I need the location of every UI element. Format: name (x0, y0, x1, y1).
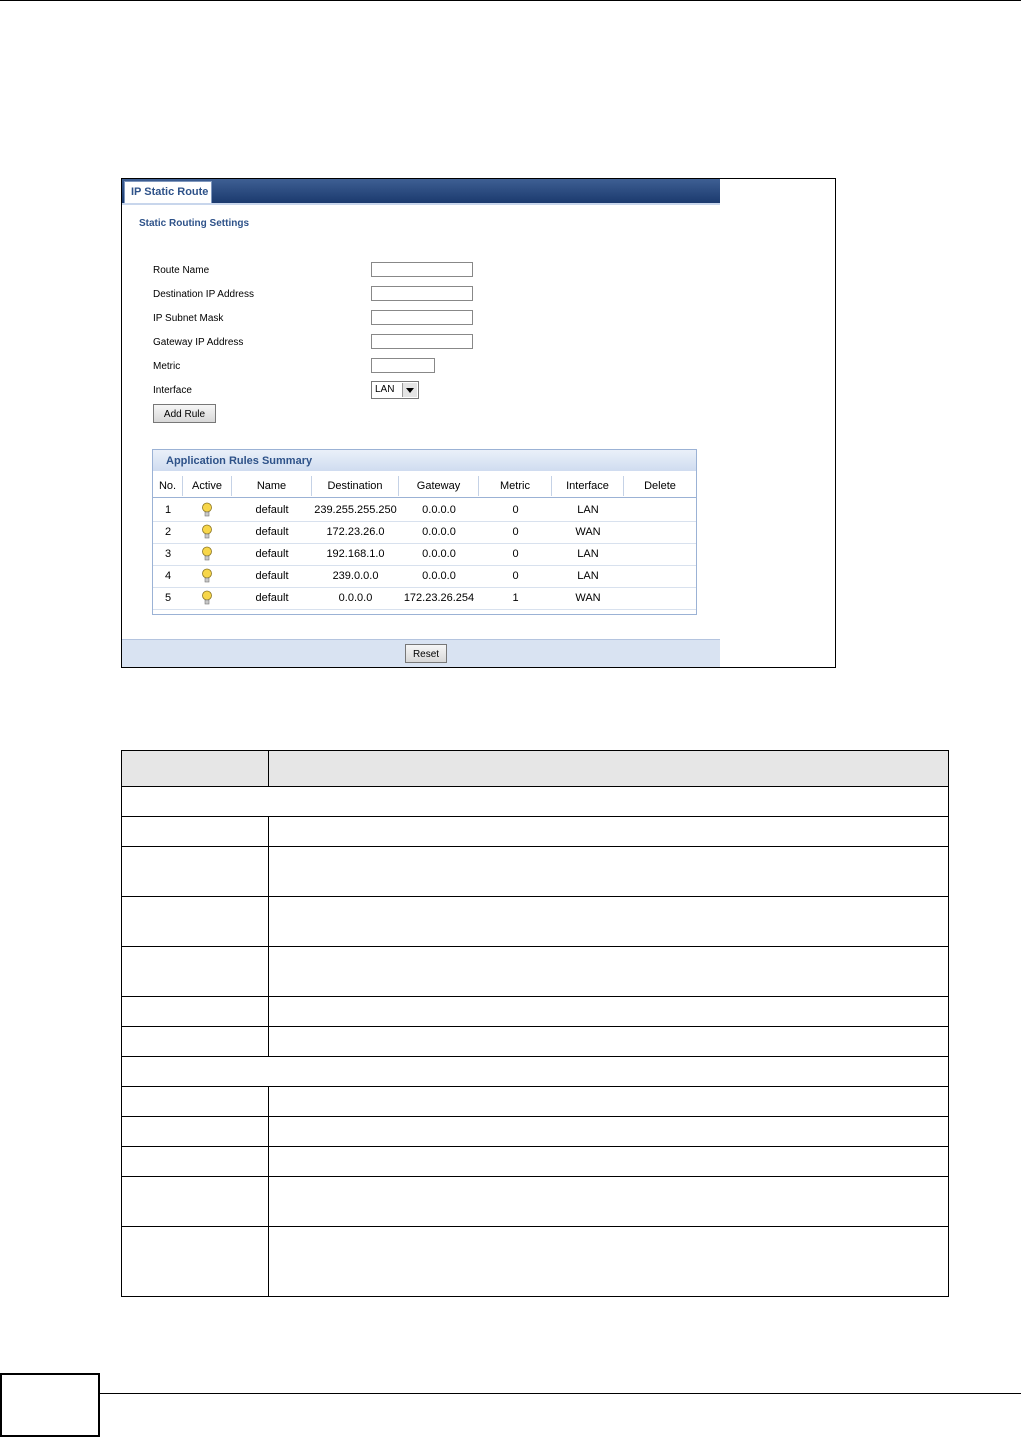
desc-row (122, 897, 948, 947)
row-number: 2 (164, 526, 172, 538)
rules-summary-table (152, 449, 697, 615)
rule-metric: 1 (512, 592, 519, 604)
rule-gateway: 0.0.0.0 (422, 570, 456, 582)
panel-footer-bar (122, 639, 720, 667)
col-header-destination: Destination (312, 476, 399, 496)
desc-row (122, 1087, 948, 1117)
rule-metric: 0 (512, 504, 519, 516)
rule-metric: 0 (512, 570, 519, 582)
rule-destination: 172.23.26.0 (326, 526, 385, 538)
rule-metric: 0 (512, 526, 519, 538)
reset-button[interactable]: Reset (405, 644, 447, 663)
route-name-label: Route Name (153, 265, 210, 276)
rule-destination: 0.0.0.0 (338, 592, 373, 604)
interface-select[interactable] (371, 381, 419, 399)
rule-gateway: 172.23.26.254 (403, 592, 475, 604)
rule-interface: WAN (575, 592, 601, 604)
destination-ip-input[interactable] (371, 286, 473, 301)
desc-section-row (122, 787, 948, 817)
chevron-down-icon[interactable] (402, 383, 417, 397)
metric-label: Metric (153, 361, 181, 372)
interface-label: Interface (153, 385, 192, 396)
description-table (121, 750, 949, 1297)
destination-ip-label: Destination IP Address (153, 289, 254, 300)
desc-header-row (122, 751, 948, 787)
metric-input[interactable] (371, 358, 435, 373)
tab-underline (122, 203, 720, 205)
rule-name: default (255, 592, 289, 604)
static-route-panel (122, 179, 720, 667)
section-title: Static Routing Settings (139, 218, 249, 229)
page-number-box (0, 1373, 100, 1437)
rule-name: default (255, 526, 289, 538)
desc-row (122, 847, 948, 897)
desc-row (122, 997, 948, 1027)
lightbulb-icon (201, 546, 213, 562)
col-header-no: No. (153, 476, 183, 496)
rule-gateway: 0.0.0.0 (422, 548, 456, 560)
rule-gateway: 0.0.0.0 (422, 504, 456, 516)
rule-name: default (255, 504, 289, 516)
rule-metric: 0 (512, 548, 519, 560)
subnet-mask-input[interactable] (371, 310, 473, 325)
rule-gateway: 0.0.0.0 (422, 526, 456, 538)
col-header-delete: Delete (644, 480, 676, 492)
lightbulb-icon (201, 590, 213, 606)
page-top-rule (0, 0, 1021, 1)
desc-row (122, 817, 948, 847)
row-number: 3 (164, 548, 172, 560)
rule-interface: LAN (577, 548, 599, 560)
rule-interface: LAN (577, 570, 599, 582)
row-number: 5 (164, 592, 172, 604)
row-number: 1 (164, 504, 172, 516)
table-row (153, 566, 696, 588)
table-row (153, 500, 696, 522)
desc-row (122, 1117, 948, 1147)
table-row (153, 588, 696, 610)
subnet-mask-label: IP Subnet Mask (153, 313, 224, 324)
desc-row (122, 1177, 948, 1227)
route-name-input[interactable] (371, 262, 473, 277)
rule-destination: 239.255.255.250 (314, 504, 397, 516)
summary-header (153, 450, 696, 471)
page-footer-rule (100, 1393, 1021, 1394)
lightbulb-icon (201, 568, 213, 584)
desc-row (122, 1227, 948, 1296)
gateway-ip-label: Gateway IP Address (153, 337, 244, 348)
col-header-interface: Interface (552, 476, 624, 496)
rule-name: default (255, 570, 289, 582)
tab-bar (122, 179, 720, 203)
rule-interface: LAN (577, 504, 599, 516)
col-header-metric: Metric (479, 476, 552, 496)
add-rule-button[interactable]: Add Rule (153, 404, 216, 423)
desc-section-row (122, 1057, 948, 1087)
lightbulb-icon (201, 502, 213, 518)
desc-row (122, 947, 948, 997)
table-row (153, 522, 696, 544)
gateway-ip-input[interactable] (371, 334, 473, 349)
desc-row (122, 1027, 948, 1057)
col-header-gateway: Gateway (399, 476, 479, 496)
row-number: 4 (164, 570, 172, 582)
summary-title: Application Rules Summary (166, 455, 313, 467)
header-rule (153, 497, 696, 498)
col-header-active: Active (183, 476, 232, 496)
col-header-name: Name (232, 476, 312, 496)
rule-interface: WAN (575, 526, 601, 538)
interface-select-value: LAN (375, 384, 395, 395)
rule-destination: 239.0.0.0 (332, 570, 379, 582)
table-row (153, 544, 696, 566)
desc-row (122, 1147, 948, 1177)
screenshot-frame (121, 178, 836, 668)
rule-destination: 192.168.1.0 (326, 548, 385, 560)
rule-name: default (255, 548, 289, 560)
lightbulb-icon (201, 524, 213, 540)
tab-ip-static-route[interactable]: IP Static Route (124, 181, 212, 203)
